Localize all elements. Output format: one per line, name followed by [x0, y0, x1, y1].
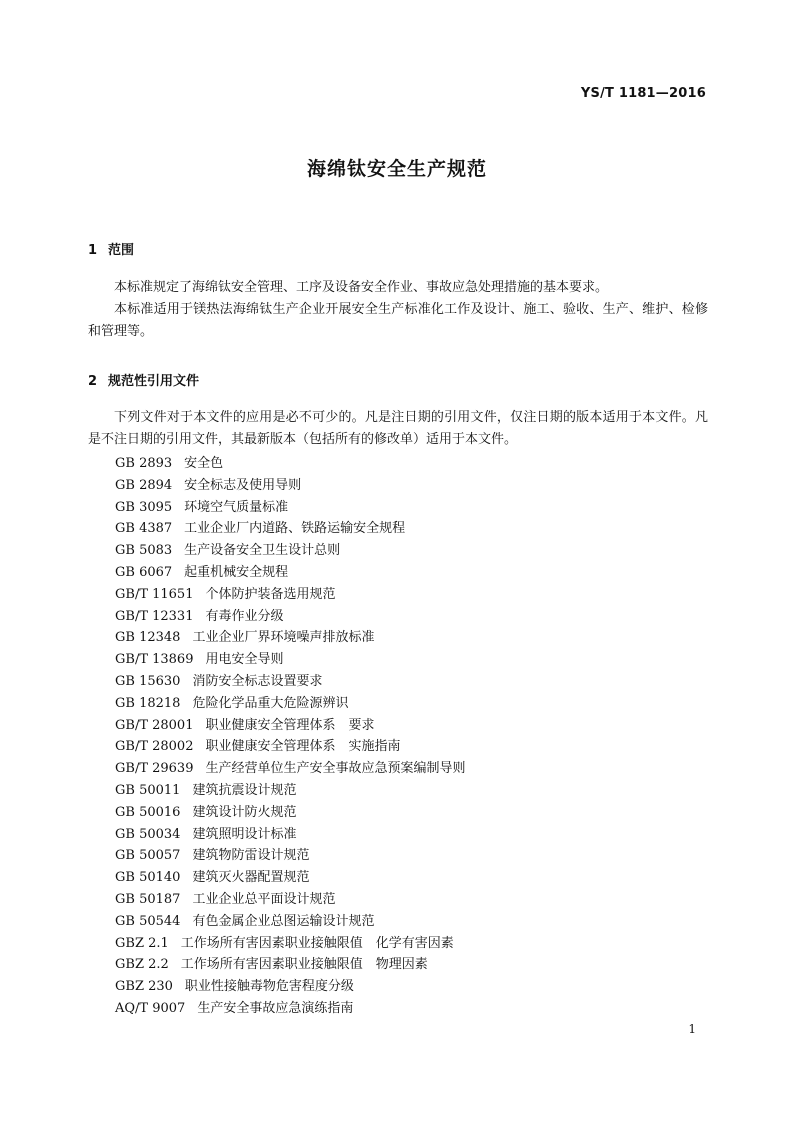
reference-code: GB/T 29639 [115, 761, 194, 777]
reference-title: 工业企业厂界环境噪声排放标准 [192, 630, 375, 646]
reference-item [115, 693, 466, 715]
reference-code: GB/T 12331 [115, 608, 194, 624]
reference-code: GB 50140 [115, 870, 181, 886]
reference-item [115, 933, 466, 955]
reference-item [115, 758, 466, 780]
section-1-number: 1 [88, 243, 98, 258]
reference-item [115, 889, 466, 911]
reference-title: 安全标志及使用导则 [184, 477, 302, 493]
reference-item [115, 627, 466, 649]
reference-title: 环境空气质量标准 [184, 499, 289, 515]
reference-code: GBZ 2.2 [115, 957, 169, 973]
reference-code: GB 18218 [115, 695, 181, 711]
reference-item [115, 562, 466, 584]
section-1-title: 范围 [108, 243, 135, 258]
reference-title: 工业企业总平面设计规范 [192, 891, 336, 907]
reference-item [115, 518, 466, 540]
reference-item [115, 976, 466, 998]
section-2-paragraph-1: 下列文件对于本文件的应用是必不可少的。凡是注日期的引用文件，仅注日期的版本适用于本文件。凡是不注日期的引用文件，其最新版本（包括所有的修改单）适用于本文件。 [88, 410, 708, 447]
reference-code: GB/T 28002 [115, 739, 194, 755]
reference-title: 职业性接触毒物危害程度分级 [184, 979, 354, 995]
reference-title: 建筑照明设计标准 [192, 826, 297, 842]
reference-code: GB 50544 [115, 913, 181, 929]
reference-item [115, 954, 466, 976]
reference-title: 安全色 [184, 456, 224, 471]
reference-code: GB 5083 [115, 543, 173, 559]
reference-code: GB 12348 [115, 630, 181, 646]
reference-title: 危险化学品重大危险源辨识 [192, 695, 349, 711]
reference-code: AQ/T 9007 [115, 1000, 186, 1016]
reference-item [115, 671, 466, 693]
reference-title: 职业健康安全管理体系 实施指南 [205, 739, 401, 755]
reference-title: 建筑设计防火规范 [192, 804, 297, 820]
reference-code: GB 2893 [115, 456, 173, 471]
reference-code: GBZ 230 [115, 979, 173, 995]
reference-title: 起重机械安全规程 [184, 564, 289, 580]
standard-code: YS/T 1181—2016 [580, 86, 706, 101]
reference-code: GB 3095 [115, 499, 173, 515]
reference-title: 有色金属企业总图运输设计规范 [192, 913, 375, 929]
section-1-heading [88, 239, 134, 258]
reference-code: GB 6067 [115, 564, 173, 580]
document-title: 海绵钛安全生产规范 [306, 158, 487, 180]
reference-title: 职业健康安全管理体系 要求 [205, 717, 375, 733]
reference-code: GB 50187 [115, 891, 181, 907]
reference-item [115, 649, 466, 671]
reference-item [115, 998, 466, 1020]
reference-item [115, 540, 466, 562]
section-2-number: 2 [88, 374, 98, 389]
reference-item [115, 606, 466, 628]
reference-title: 建筑灭火器配置规范 [192, 870, 310, 886]
reference-code: GBZ 2.1 [115, 935, 169, 951]
reference-code: GB 50057 [115, 848, 181, 864]
reference-title: 生产经营单位生产安全事故应急预案编制导则 [205, 761, 466, 777]
reference-item [115, 867, 466, 889]
reference-code: GB 4387 [115, 521, 173, 537]
reference-title: 消防安全标志设置要求 [192, 673, 323, 689]
normative-references-list [115, 453, 466, 1020]
section-2-heading [88, 370, 199, 389]
reference-title: 个体防护装备选用规范 [205, 586, 336, 602]
reference-item [115, 736, 466, 758]
reference-item [115, 453, 466, 475]
reference-title: 工作场所有害因素职业接触限值 化学有害因素 [180, 935, 454, 951]
reference-code: GB/T 13869 [115, 652, 194, 668]
reference-title: 生产设备安全卫生设计总则 [184, 543, 341, 559]
reference-code: GB 2894 [115, 477, 173, 493]
reference-title: 用电安全导则 [205, 652, 284, 668]
reference-title: 工作场所有害因素职业接触限值 物理因素 [180, 957, 428, 973]
section-2-title: 规范性引用文件 [108, 374, 200, 389]
reference-title: 生产安全事故应急演练指南 [197, 1000, 354, 1016]
reference-item [115, 845, 466, 867]
reference-item [115, 475, 466, 497]
section-1-paragraph-1: 本标准规定了海绵钛安全管理、工序及设备安全作业、事故应急处理措施的基本要求。 [114, 280, 609, 295]
reference-code: GB 15630 [115, 673, 181, 689]
reference-item [115, 497, 466, 519]
reference-title: 建筑抗震设计规范 [192, 782, 297, 798]
reference-title: 有毒作业分级 [205, 608, 284, 624]
reference-item [115, 715, 466, 737]
reference-title: 工业企业厂内道路、铁路运输安全规程 [184, 521, 406, 537]
reference-code: GB/T 28001 [115, 717, 194, 733]
reference-item [115, 584, 466, 606]
reference-item [115, 824, 466, 846]
reference-item [115, 911, 466, 933]
reference-code: GB 50034 [115, 826, 181, 842]
page-number: 1 [688, 1022, 696, 1036]
section-1-paragraph-2: 本标准适用于镁热法海绵钛生产企业开展安全生产标准化工作及设计、施工、验收、生产、维护、检修和管理等。 [88, 302, 708, 339]
reference-code: GB 50011 [115, 782, 181, 798]
reference-title: 建筑物防雷设计规范 [192, 848, 310, 864]
reference-item [115, 780, 466, 802]
reference-item [115, 802, 466, 824]
reference-code: GB/T 11651 [115, 586, 194, 602]
reference-code: GB 50016 [115, 804, 181, 820]
